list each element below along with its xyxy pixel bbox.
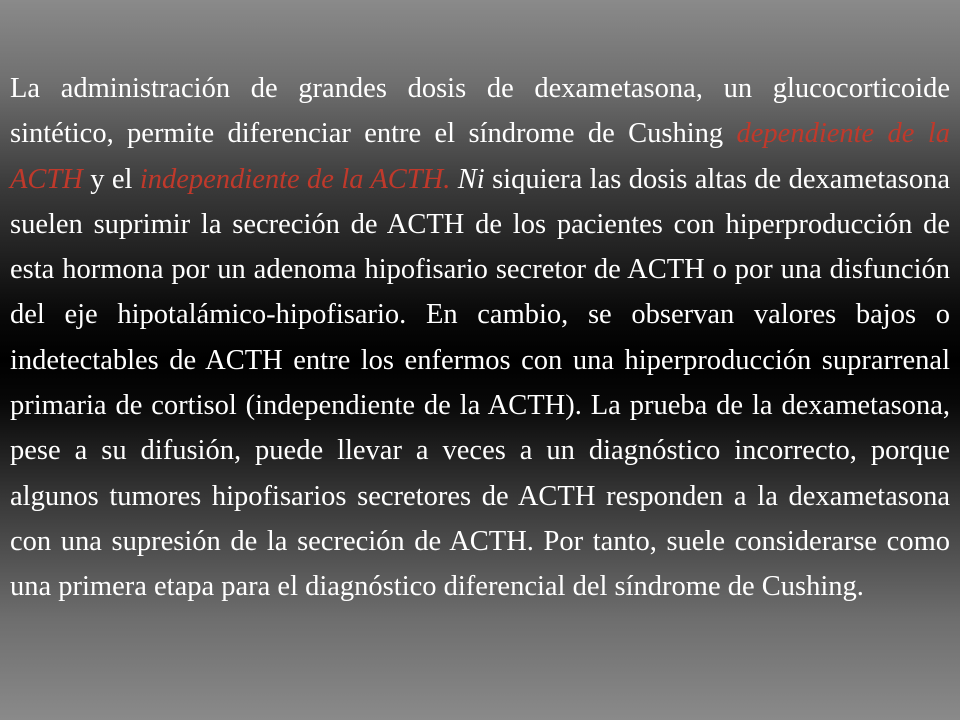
paragraph-text-space <box>450 164 457 195</box>
paragraph-text-connector: y el <box>82 163 140 195</box>
body-paragraph <box>10 66 950 610</box>
paragraph-text-intro: La administración de grandes dosis de dexametasona, un glucocorticoide sintético, permite diferenciar entre el síndrome de Cushing <box>10 73 950 150</box>
paragraph-text-body: siquiera las dosis altas de dexametasona suelen suprimir la secreción de ACTH de los pacientes con hiperproducción de esta hormona por un adenoma hipofisario secretor de ACTH o por una disfunción del eje hipotalámico-hipofisario. En cambio, se observan valores bajos o indetectables de ACTH entre los enfermos con una hiperproducción suprarrenal primaria de cortisol (independiente de la ACTH). La prueba de la dexametasona, pese a su difusión, puede llevar a veces a un diagnóstico incorrecto, porque algunos tumores hipofisarios secretores de ACTH responden a la dexametasona con una supresión de la secreción de ACTH. Por tanto, suele considerarse como una primera etapa para el diagnóstico diferencial del síndrome de Cushing. <box>10 163 951 603</box>
highlight-independiente: independiente de la ACTH. <box>139 163 451 195</box>
emphasis-ni: Ni <box>457 163 485 195</box>
highlight-dependiente: dependiente de la ACTH <box>10 118 950 195</box>
